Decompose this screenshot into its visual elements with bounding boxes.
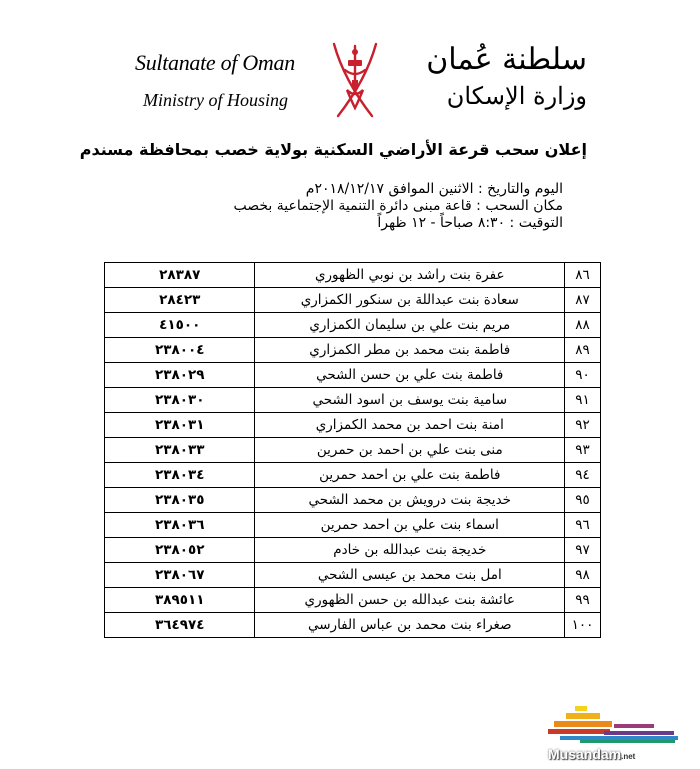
row-number: ٩٣ bbox=[565, 438, 601, 463]
row-id-number: ٣٦٤٩٧٤ bbox=[105, 613, 255, 638]
row-number: ٩٠ bbox=[565, 363, 601, 388]
row-name: مريم بنت علي بن سليمان الكمزاري bbox=[255, 313, 565, 338]
table-row bbox=[105, 338, 601, 363]
announcement-details bbox=[234, 181, 564, 232]
row-id-number: ٢٣٨٠٣٦ bbox=[105, 513, 255, 538]
row-name: خديجة بنت درويش بن محمد الشحي bbox=[255, 488, 565, 513]
row-name: عائشة بنت عبدالله بن حسن الظهوري bbox=[255, 588, 565, 613]
row-id-number: ٢٣٨٠٠٤ bbox=[105, 338, 255, 363]
row-name: خديجة بنت عبدالله بن خادم bbox=[255, 538, 565, 563]
row-number: ٨٨ bbox=[565, 313, 601, 338]
watermark-text: Musandam.net bbox=[548, 746, 636, 762]
row-name: سعادة بنت عبداللة بن سنكور الكمزاري bbox=[255, 288, 565, 313]
table-row bbox=[105, 363, 601, 388]
table-row bbox=[105, 263, 601, 288]
row-name: فاطمة بنت علي بن احمد حمرين bbox=[255, 463, 565, 488]
row-number: ١٠٠ bbox=[565, 613, 601, 638]
table-row bbox=[105, 313, 601, 338]
row-name: اسماء بنت علي بن احمد حمرين bbox=[255, 513, 565, 538]
table-row bbox=[105, 413, 601, 438]
row-name: فاطمة بنت محمد بن مطر الكمزاري bbox=[255, 338, 565, 363]
row-id-number: ٢٣٨٠٣٤ bbox=[105, 463, 255, 488]
table-row bbox=[105, 388, 601, 413]
row-number: ٩٩ bbox=[565, 588, 601, 613]
row-id-number: ٢٣٨٠٣١ bbox=[105, 413, 255, 438]
row-id-number: ٢٣٨٠٦٧ bbox=[105, 563, 255, 588]
row-id-number: ٢٣٨٠٥٢ bbox=[105, 538, 255, 563]
results-table bbox=[104, 262, 601, 638]
row-id-number: ٢٣٨٠٢٩ bbox=[105, 363, 255, 388]
row-id-number: ٢٨٤٢٣ bbox=[105, 288, 255, 313]
oman-national-emblem-icon bbox=[328, 40, 382, 122]
row-name: عفرة بنت راشد بن نوبي الظهوري bbox=[255, 263, 565, 288]
row-name: منى بنت علي بن احمد بن حمرين bbox=[255, 438, 565, 463]
row-number: ٩٦ bbox=[565, 513, 601, 538]
time-line: التوقيت : ٨:٣٠ صباحاً - ١٢ ظهراً bbox=[377, 215, 563, 231]
row-name: سامية بنت يوسف بن اسود الشحي bbox=[255, 388, 565, 413]
row-id-number: ٢٨٣٨٧ bbox=[105, 263, 255, 288]
row-number: ٩٧ bbox=[565, 538, 601, 563]
row-name: امل بنت محمد بن عيسى الشحي bbox=[255, 563, 565, 588]
table-row bbox=[105, 438, 601, 463]
row-id-number: ٢٣٨٠٣٥ bbox=[105, 488, 255, 513]
table-row bbox=[105, 513, 601, 538]
row-number: ٩٤ bbox=[565, 463, 601, 488]
row-number: ٩٨ bbox=[565, 563, 601, 588]
ministry-subtitle-ar: وزارة الإسكان bbox=[446, 82, 587, 110]
row-number: ٨٧ bbox=[565, 288, 601, 313]
row-name: صغراء بنت محمد بن عباس الفارسي bbox=[255, 613, 565, 638]
row-id-number: ٢٣٨٠٣٠ bbox=[105, 388, 255, 413]
row-number: ٨٩ bbox=[565, 338, 601, 363]
table-row bbox=[105, 613, 601, 638]
ministry-title-en: Sultanate of Oman bbox=[135, 50, 295, 75]
row-number: ٨٦ bbox=[565, 263, 601, 288]
row-name: امنة بنت احمد بن محمد الكمزاري bbox=[255, 413, 565, 438]
table-row bbox=[105, 538, 601, 563]
row-id-number: ٤١٥٠٠ bbox=[105, 313, 255, 338]
row-number: ٩١ bbox=[565, 388, 601, 413]
row-number: ٩٥ bbox=[565, 488, 601, 513]
table-row bbox=[105, 588, 601, 613]
date-line: اليوم والتاريخ : الاثنين الموافق ٢٠١٨/١٢/١٧م bbox=[305, 181, 563, 197]
row-number: ٩٢ bbox=[565, 413, 601, 438]
ministry-subtitle-en: Ministry of Housing bbox=[143, 90, 289, 110]
ministry-title-ar: سلطنة عُمان bbox=[426, 42, 587, 77]
table-row bbox=[105, 488, 601, 513]
location-line: مكان السحب : قاعة مبنى دائرة التنمية الإجتماعية بخصب bbox=[233, 198, 563, 214]
table-row bbox=[105, 288, 601, 313]
announcement-title: إعلان سحب قرعة الأراضي السكنية بولاية خصب بمحافظة مسندم bbox=[79, 140, 587, 159]
row-id-number: ٣٨٩٥١١ bbox=[105, 588, 255, 613]
row-name: فاطمة بنت علي بن حسن الشحي bbox=[255, 363, 565, 388]
table-row bbox=[105, 463, 601, 488]
table-row bbox=[105, 563, 601, 588]
row-id-number: ٢٣٨٠٣٣ bbox=[105, 438, 255, 463]
